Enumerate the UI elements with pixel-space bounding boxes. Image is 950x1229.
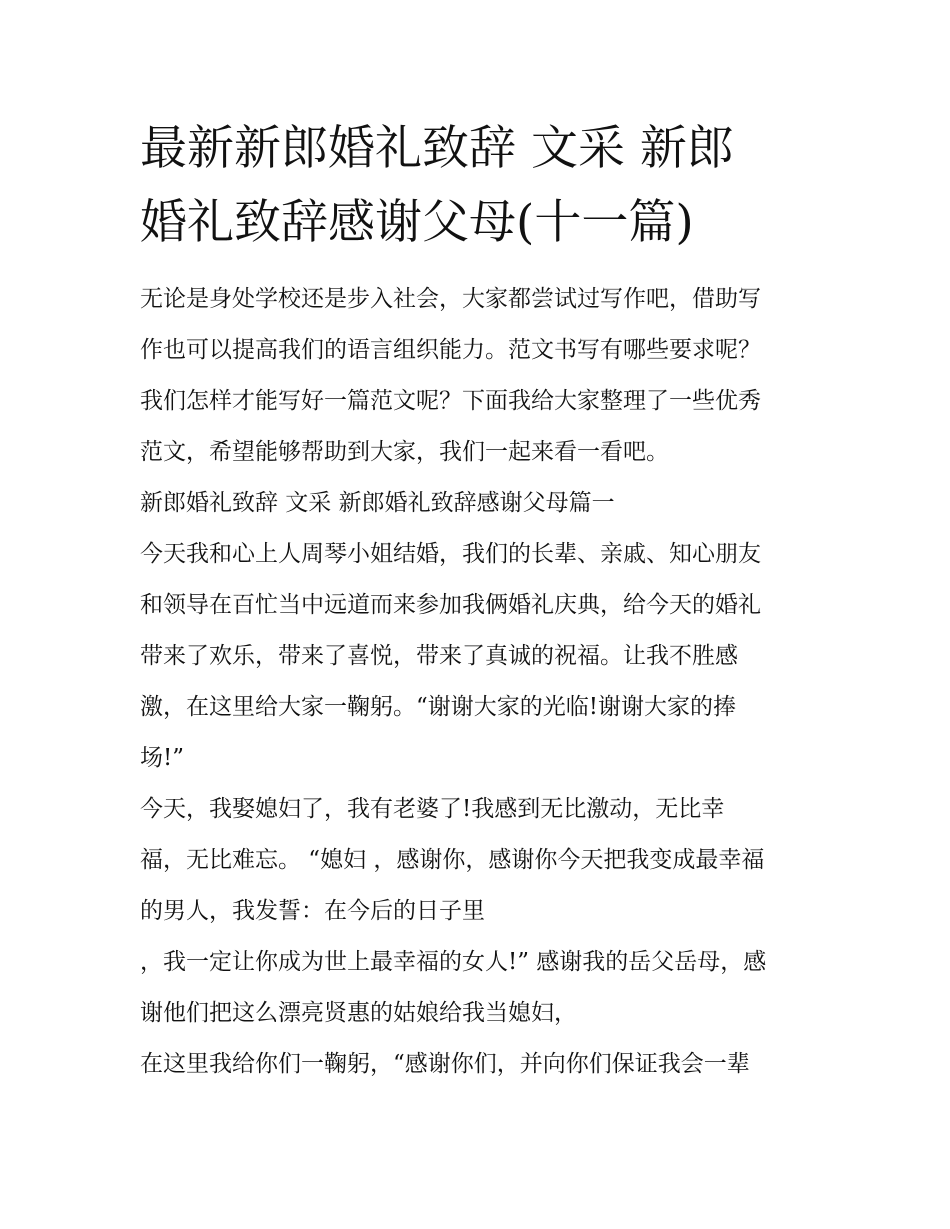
title-line: 婚礼致辞感谢父母(十一篇)	[140, 195, 694, 250]
body-line: 谢他们把这么漂亮贤惠的姑娘给我当媳妇，	[140, 1000, 577, 1026]
body-line: 作也可以提高我们的语言组织能力。范文书写有哪些要求呢？	[140, 337, 761, 363]
body-line: 范文，希望能够帮助到大家，我们一起来看一看吧。	[140, 439, 669, 465]
document-title	[140, 112, 815, 260]
document-page	[140, 112, 815, 1090]
body-line: 和领导在百忙当中远道而来参加我俩婚礼庆典，给今天的婚礼	[140, 592, 761, 618]
body-line: 激，在这里给大家一鞠躬。“谢谢大家的光临!谢谢大家的捧	[140, 694, 737, 720]
body-line: 今天我和心上人周琴小姐结婚，我们的长辈、亲戚、知心朋友	[140, 541, 761, 567]
body-line: 场!”	[140, 745, 185, 771]
body-line: ，我一定让你成为世上最幸福的女人!” 感谢我的岳父岳母，感	[140, 949, 767, 975]
section-heading: 新郎婚礼致辞 文采 新郎婚礼致辞感谢父母篇一	[140, 490, 615, 516]
body-line: 的男人，我发誓：在今后的日子里	[140, 898, 485, 924]
title-line: 最新新郎婚礼致辞 文采 新郎	[140, 121, 734, 176]
body-line: 在这里我给你们一鞠躬，“感谢你们，并向你们保证我会一辈	[140, 1051, 750, 1077]
body-line: 带来了欢乐，带来了喜悦，带来了真诚的祝福。让我不胜感	[140, 643, 738, 669]
body-line: 今天，我娶媳妇了，我有老婆了!我感到无比激动，无比幸	[140, 796, 725, 822]
body-line: 福，无比难忘。 “媳妇 ，感谢你，感谢你今天把我变成最幸福	[140, 847, 765, 873]
document-body	[140, 274, 815, 1090]
body-line: 我们怎样才能写好一篇范文呢？下面我给大家整理了一些优秀	[140, 388, 761, 414]
body-line: 无论是身处学校还是步入社会，大家都尝试过写作吧，借助写	[140, 286, 761, 312]
